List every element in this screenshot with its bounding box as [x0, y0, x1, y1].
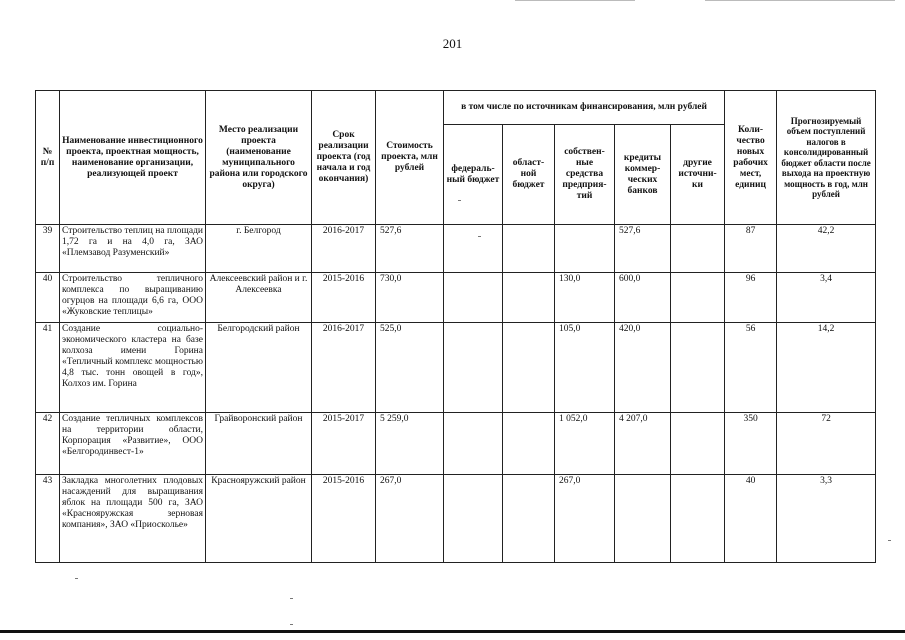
- header-sources-group: в том числе по источникам финансирования, млн рублей: [444, 91, 725, 125]
- header-jobs: Коли-чество новых рабочих мест, единиц: [725, 91, 777, 225]
- cell-term: 2015-2017: [312, 413, 376, 475]
- cell-jobs: 87: [725, 225, 777, 273]
- cell-term: 2015-2016: [312, 273, 376, 323]
- top-rule: [705, 0, 895, 1]
- cell-cost: 525,0: [376, 323, 444, 413]
- header-federal: федераль-ный бюджет: [444, 125, 503, 225]
- cell-credits: 4 207,0: [615, 413, 671, 475]
- table-row: [36, 413, 876, 475]
- header-cost: Стоимость проекта, млн рублей: [376, 91, 444, 225]
- cell-cost: 527,6: [376, 225, 444, 273]
- cell-own: 105,0: [555, 323, 615, 413]
- cell-credits: 600,0: [615, 273, 671, 323]
- cell-federal: [444, 273, 503, 323]
- cell-place: Белгородский район: [206, 323, 312, 413]
- cell-taxes: 72: [777, 413, 876, 475]
- cell-own: [555, 225, 615, 273]
- scan-speck: [290, 624, 293, 625]
- cell-own: 130,0: [555, 273, 615, 323]
- cell-taxes: 3,4: [777, 273, 876, 323]
- cell-no: 39: [36, 225, 60, 273]
- cell-regional: [503, 413, 555, 475]
- table-row: [36, 273, 876, 323]
- table-row: [36, 323, 876, 413]
- cell-term: 2016-2017: [312, 225, 376, 273]
- cell-cost: 5 259,0: [376, 413, 444, 475]
- header-own: собствен-ные средства предприя-тий: [555, 125, 615, 225]
- cell-taxes: 14,2: [777, 323, 876, 413]
- header-other: другие источни-ки: [671, 125, 725, 225]
- cell-place: Грайворонский район: [206, 413, 312, 475]
- cell-place: Краснояружский район: [206, 475, 312, 563]
- cell-regional: [503, 475, 555, 563]
- cell-own: 267,0: [555, 475, 615, 563]
- scan-speck: [290, 598, 293, 599]
- cell-term: 2015-2016: [312, 475, 376, 563]
- cell-taxes: 3,3: [777, 475, 876, 563]
- top-rule: [515, 0, 635, 1]
- table-row: [36, 225, 876, 273]
- cell-regional: [503, 225, 555, 273]
- header-taxes: Прогнозируемый объем поступлений налогов в консолидированный бюджет области после выхода на проектную мощность в год, млн рублей: [777, 91, 876, 225]
- scan-speck: [478, 236, 481, 237]
- cell-jobs: 96: [725, 273, 777, 323]
- cell-regional: [503, 273, 555, 323]
- cell-cost: 267,0: [376, 475, 444, 563]
- cell-other: [671, 323, 725, 413]
- cell-jobs: 40: [725, 475, 777, 563]
- cell-name: Создание тепличных комплексов на территории области, Корпорация «Развитие», ООО «Белгородинвест-1»: [60, 413, 206, 475]
- cell-taxes: 42,2: [777, 225, 876, 273]
- cell-no: 43: [36, 475, 60, 563]
- page-number: 201: [442, 36, 463, 51]
- cell-credits: [615, 475, 671, 563]
- cell-no: 41: [36, 323, 60, 413]
- cell-no: 42: [36, 413, 60, 475]
- table-row: [36, 475, 876, 563]
- cell-name: Строительство теплиц на площади 1,72 га и на 4,0 га, ЗАО «Племзавод Разуменский»: [60, 225, 206, 273]
- cell-name: Закладка многолетних плодовых насаждений для выращивания яблок на площади 500 га, ЗАО «Краснояружская зерновая компания», ЗАО «Приосколье»: [60, 475, 206, 563]
- header-no: № п/п: [36, 91, 60, 225]
- cell-credits: 527,6: [615, 225, 671, 273]
- cell-federal: [444, 323, 503, 413]
- header-credits: кредиты коммер-ческих банков: [615, 125, 671, 225]
- cell-name: Строительство тепличного комплекса по выращиванию огурцов на площади 6,6 га, ООО «Жуковские теплицы»: [60, 273, 206, 323]
- header-place: Место реализации проекта (наименование муниципального района или городского округа): [206, 91, 312, 225]
- cell-term: 2016-2017: [312, 323, 376, 413]
- cell-other: [671, 225, 725, 273]
- cell-jobs: 350: [725, 413, 777, 475]
- cell-federal: [444, 225, 503, 273]
- scan-speck: [75, 578, 78, 579]
- header-term: Срок реализации проекта (год начала и год окончания): [312, 91, 376, 225]
- cell-federal: [444, 413, 503, 475]
- investment-projects-table: [35, 90, 876, 563]
- cell-place: г. Белгород: [206, 225, 312, 273]
- cell-other: [671, 413, 725, 475]
- cell-cost: 730,0: [376, 273, 444, 323]
- cell-credits: 420,0: [615, 323, 671, 413]
- cell-other: [671, 273, 725, 323]
- cell-jobs: 56: [725, 323, 777, 413]
- cell-place: Алексеевский район и г. Алексеевка: [206, 273, 312, 323]
- cell-own: 1 052,0: [555, 413, 615, 475]
- cell-name: Создание социально-экономического кластера на базе колхоза имени Горина «Тепличный комплекс мощностью 4,8 тыс. тонн овощей в год», Колхоз им. Горина: [60, 323, 206, 413]
- cell-federal: [444, 475, 503, 563]
- cell-no: 40: [36, 273, 60, 323]
- scan-speck: [888, 540, 891, 541]
- header-regional: област-ной бюджет: [503, 125, 555, 225]
- bottom-rule: [0, 630, 905, 633]
- cell-regional: [503, 323, 555, 413]
- cell-other: [671, 475, 725, 563]
- scan-speck: [458, 200, 461, 201]
- header-name: Наименование инвестиционного проекта, проектная мощность, наименование организации, реализующей проект: [60, 91, 206, 225]
